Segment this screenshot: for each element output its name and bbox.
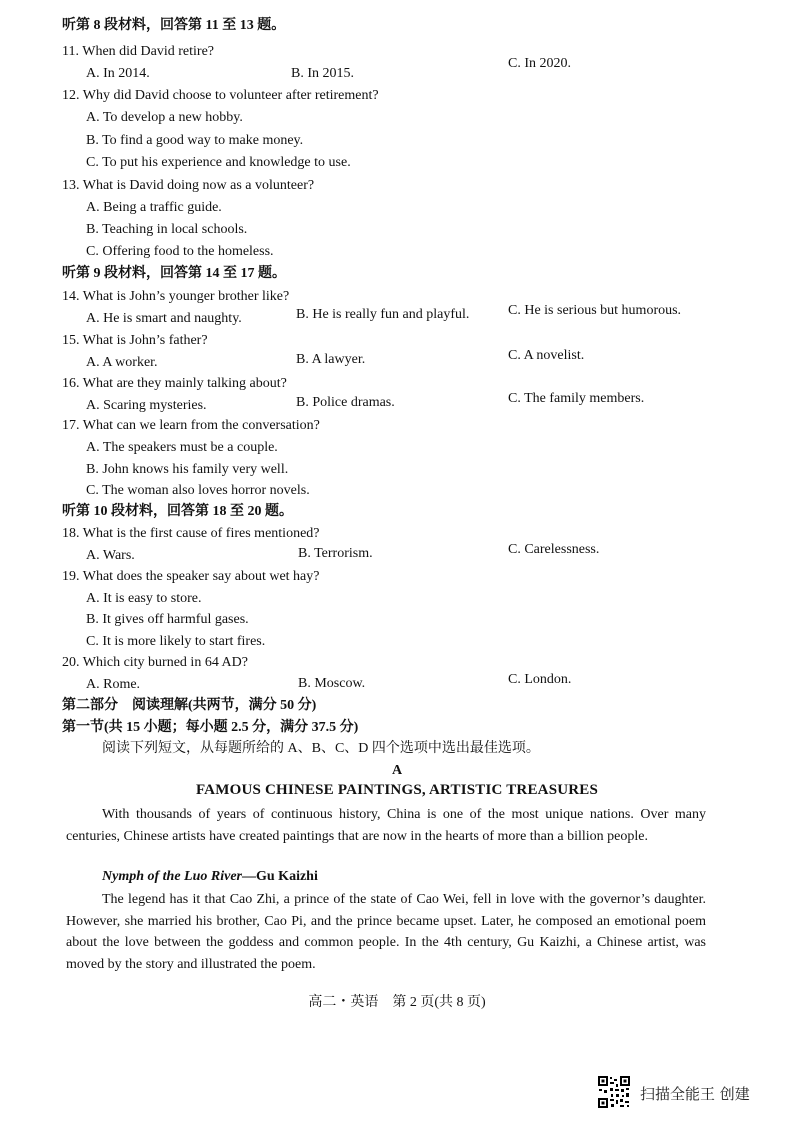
question-19-option-b: B. It gives off harmful gases. xyxy=(86,612,249,627)
section-1-header: 第一节(共 15 小题；每小题 2.5 分，满分 37.5 分) xyxy=(62,720,359,735)
question-17-option-c: C. The woman also loves horror novels. xyxy=(86,483,310,498)
question-12-option-c: C. To put his experience and knowledge to use. xyxy=(86,155,351,170)
question-13-stem: 13. What is David doing now as a volunteer? xyxy=(62,178,315,193)
question-16-stem: 16. What are they mainly talking about? xyxy=(62,376,287,391)
question-13-option-b: B. Teaching in local schools. xyxy=(86,222,248,237)
question-15-option-b: B. A lawyer. xyxy=(296,352,366,367)
part-2-header: 第二部分 阅读理解(共两节，满分 50 分) xyxy=(62,698,317,713)
question-18-stem: 18. What is the first cause of fires mentioned? xyxy=(62,526,320,541)
section-8-header: 听第 8 段材料，回答第 11 至 13 题。 xyxy=(62,18,286,33)
question-12-option-b: B. To find a good way to make money. xyxy=(86,133,304,148)
question-20-option-a: A. Rome. xyxy=(86,677,141,692)
question-13-option-c: C. Offering food to the homeless. xyxy=(86,244,274,259)
question-12-stem: 12. Why did David choose to volunteer after retirement? xyxy=(62,88,379,103)
scanner-watermark: 扫描全能王 创建 xyxy=(640,1085,750,1103)
passage-letter: A xyxy=(391,763,403,778)
question-18-option-c: C. Carelessness. xyxy=(508,542,600,557)
passage-title: FAMOUS CHINESE PAINTINGS, ARTISTIC TREASURES xyxy=(195,782,599,798)
question-18-option-b: B. Terrorism. xyxy=(298,546,373,561)
question-14-option-b: B. He is really fun and playful. xyxy=(296,307,470,322)
question-19-option-a: A. It is easy to store. xyxy=(86,591,202,606)
section-9-header: 听第 9 段材料，回答第 14 至 17 题。 xyxy=(62,266,286,281)
question-12-option-a: A. To develop a new hobby. xyxy=(86,110,243,125)
question-20-stem: 20. Which city burned in 64 AD? xyxy=(62,655,248,670)
painting-subheading xyxy=(102,869,318,885)
section-10-header: 听第 10 段材料，回答第 18 至 20 题。 xyxy=(62,504,293,519)
passage-paragraph-1 xyxy=(66,804,706,847)
question-19-stem: 19. What does the speaker say about wet hay? xyxy=(62,569,320,584)
question-14-stem: 14. What is John’s younger brother like? xyxy=(62,289,290,304)
question-18-option-a: A. Wars. xyxy=(86,548,135,563)
question-13-option-a: A. Being a traffic guide. xyxy=(86,200,222,215)
question-15-option-c: C. A novelist. xyxy=(508,348,585,363)
question-14-option-c: C. He is serious but humorous. xyxy=(508,303,682,318)
question-20-option-b: B. Moscow. xyxy=(298,676,366,691)
question-17-stem: 17. What can we learn from the conversation? xyxy=(62,418,320,433)
question-16-option-c: C. The family members. xyxy=(508,391,645,406)
question-17-option-b: B. John knows his family very well. xyxy=(86,462,289,477)
paragraph-2-text: The legend has it that Cao Zhi, a prince of the state of Cao Wei, fell in love with the governor’s daughter. However, she married his brother, Cao Pi, and the prince became upset. Later, he composed an emotional poem about the love between the goddess and common people. In the 4th century, Gu Kaizhi, a Chinese artist, was moved by the story and illustrated the poem. xyxy=(66,892,706,972)
question-16-option-a: A. Scaring mysteries. xyxy=(86,398,207,413)
question-16-option-b: B. Police dramas. xyxy=(296,395,395,410)
reading-instruction: 阅读下列短文，从每题所给的 A、B、C、D 四个选项中选出最佳选项。 xyxy=(102,741,540,756)
question-15-stem: 15. What is John’s father? xyxy=(62,333,208,348)
passage-paragraph-2 xyxy=(66,889,706,975)
question-14-option-a: A. He is smart and naughty. xyxy=(86,311,242,326)
question-11-option-c: C. In 2020. xyxy=(508,56,571,71)
qr-code-icon xyxy=(597,1075,631,1109)
question-19-option-c: C. It is more likely to start fires. xyxy=(86,634,266,649)
question-15-option-a: A. A worker. xyxy=(86,355,158,370)
question-11-option-a: A. In 2014. xyxy=(86,66,150,81)
paragraph-1-text: With thousands of years of continuous history, China is one of the most unique nations. Over many centuries, Chinese artists have created paintings that are now in the hearts of more than a billion people. xyxy=(66,807,706,844)
page-footer: 高二・英语 第 2 页(共 8 页) xyxy=(308,995,486,1010)
painting-title: Nymph of the Luo River xyxy=(102,869,242,884)
question-20-option-c: C. London. xyxy=(508,672,572,687)
painting-artist: —Gu Kaizhi xyxy=(242,869,318,884)
question-11-stem: 11. When did David retire? xyxy=(62,44,215,59)
question-17-option-a: A. The speakers must be a couple. xyxy=(86,440,278,455)
question-11-option-b: B. In 2015. xyxy=(291,66,354,81)
